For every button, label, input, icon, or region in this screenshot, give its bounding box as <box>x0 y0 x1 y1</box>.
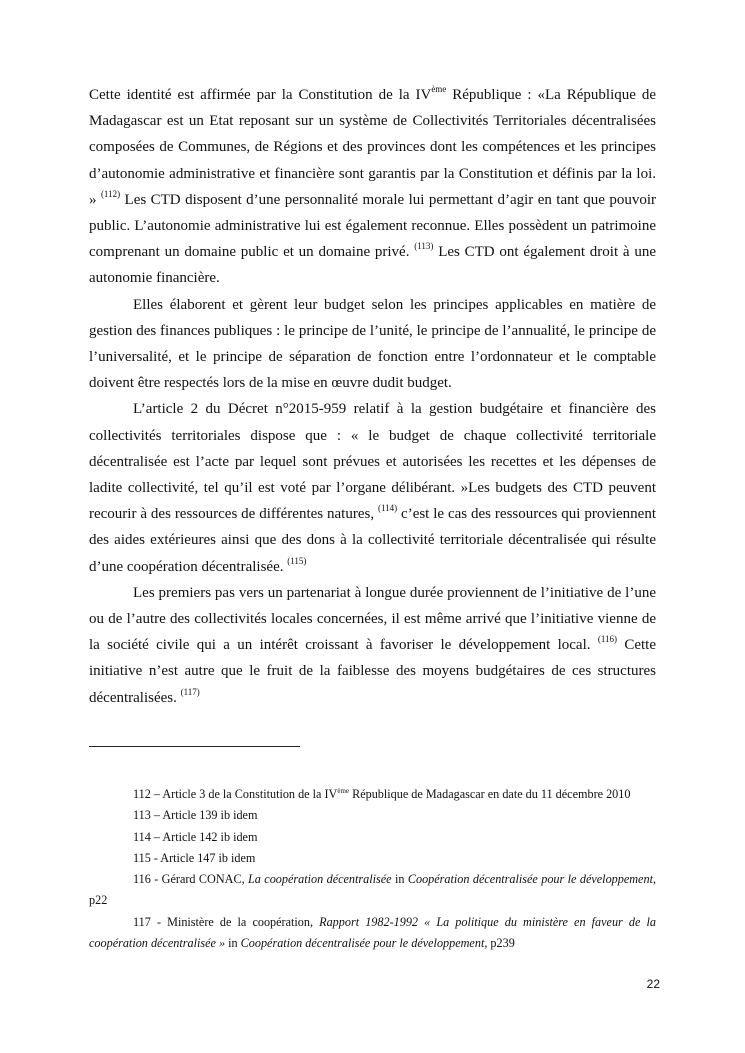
paragraph-2: Elles élaborent et gèrent leur budget selon les principes applicables en matière de gestion des finances publiques : le principe de l’unité, le principe de l’annualité, le principe de l’universalité, et le principe de séparation de fonction entre l’ordonnateur et le comptable doivent être respectés lors de la mise en œuvre dudit budget. <box>89 296 656 392</box>
page-number: 22 <box>646 977 660 991</box>
footnote-ref-112: (112) <box>100 188 121 199</box>
body-text <box>89 82 656 711</box>
paragraph-1: Cette identité est affirmée par la Constitution de la IVème République : «La République de Madagascar est un Etat reposant sur un système de Collectivités Territoriales décentralisées composées de Communes, de Régions et des provinces dont les compétences et les principes d’autonomie administrative et financière sont garantis par la Constitution et définis par la loi. » $^{(112)}$ Les CTD disposent d’une personnalité morale lui permettant d’agir en tant que pouvoir public. L’autonomie administrative lui est également reconnue. Elles possèdent un patrimoine comprenant un domaine public et un domaine privé. $^{(113)}$ Les CTD ont également droit à une autonomie financière. <box>89 84 656 287</box>
superscript-eme: ème <box>337 787 350 795</box>
footnote-115: 115 - Article 147 ib idem <box>133 850 256 865</box>
paragraph-4: Les premiers pas vers un partenariat à longue durée proviennent de l’initiative de l’une ou de l’autre des collectivités locales concernées, il est même arrivé que l’initiative vienne de la société civile qui a un intérêt croissant à favoriser le développement local. $^{(116)}$ Cette initiative n’est autre que le fruit de la faiblesse des moyens budgétaires de ces structures décentralisées. $^{(117)}$ <box>89 584 656 706</box>
footnote-114: 114 – Article 142 ib idem <box>133 829 258 844</box>
footnote-separator <box>89 746 300 747</box>
footnotes <box>89 784 656 954</box>
footnote-ref-116: (116) <box>597 634 618 645</box>
superscript-eme: ème <box>431 84 447 94</box>
footnote-113: 113 – Article 139 ib idem <box>133 808 258 823</box>
footnote-112: 112 – Article 3 de la Constitution de la IVème République de Madagascar en date du 11 décembre 2010 <box>133 787 631 801</box>
footnote-ref-113: (113) <box>414 241 434 252</box>
footnote-116: 116 - Gérard CONAC, La coopération décentralisée in Coopération décentralisée pour le développement, p22 <box>89 872 656 908</box>
footnote-117: 117 - Ministère de la coopération, Rapport 1982-1992 « La politique du ministère en faveur de la coopération décentralisée » in Coopération décentralisée pour le développement, p239 <box>89 914 656 951</box>
footnote-ref-114: (114) <box>377 503 398 514</box>
footnote-ref-115: (115) <box>287 555 307 566</box>
footnote-ref-117: (117) <box>180 686 200 697</box>
paragraph-3: L’article 2 du Décret n°2015-959 relatif à la gestion budgétaire et financière des collectivités territoriales dispose que : « le budget de chaque collectivité territoriale décentralisée est l’acte par lequel sont prévues et autorisées les recettes et les dépenses de ladite collectivité, tel qu’il est voté par l’organe délibérant. »Les budgets des CTD peuvent recourir à des ressources de différentes natures, $^{(114)}$ c’est le cas des ressources qui proviennent des aides extérieures ainsi que des dons à la collectivité territoriale décentralisée qui résulte d’une coopération décentralisée. $^{(115)}$ <box>89 401 656 575</box>
